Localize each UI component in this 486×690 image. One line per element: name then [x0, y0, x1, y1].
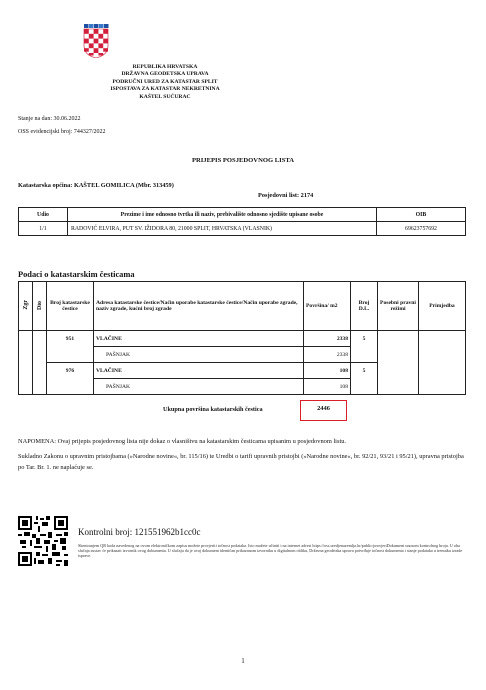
- cell-dl: 5: [351, 331, 378, 347]
- cell-primjedba: [419, 331, 466, 347]
- cell-primjedba: [419, 379, 466, 395]
- qr-code-icon: [18, 516, 68, 566]
- table-row: [19, 347, 466, 363]
- col-adresa: Adresa katastarske čestice/Način uporabe katastarske čestice/Način uporabe zgrade, naziv zgrade, kućni broj zgrade: [94, 282, 304, 331]
- napomena: NAPOMENA: Ovaj prijepis posjedovnog lista nije dokaz o vlasništvu na katastarskim česticama upisanim u posjedovnom listu.: [18, 438, 347, 445]
- cell-pravni: [378, 347, 419, 363]
- col-pravni-rezimi: Posebni pravni režimi: [378, 282, 419, 331]
- cell-uporaba-povrsina: 108: [304, 379, 351, 395]
- cell-dio: [33, 347, 47, 363]
- coat-of-arms-icon: [83, 24, 109, 58]
- cell-broj: [47, 347, 94, 363]
- cell-uporaba: PAŠNJAK: [94, 347, 304, 363]
- cell-dl: 5: [351, 363, 378, 379]
- cell-pravni: [378, 379, 419, 395]
- table-row: [19, 331, 466, 347]
- cell-dio: [33, 379, 47, 395]
- header-line: REPUBLIKA HRVATSKA: [132, 64, 198, 70]
- cell-oib: 69623757692: [377, 222, 466, 236]
- cell-primjedba: [419, 363, 466, 379]
- col-primjedba: Primjedba: [419, 282, 466, 331]
- cell-broj: 976: [47, 363, 94, 379]
- page-number: 1: [241, 657, 245, 665]
- col-povrsina: Površina/ m2: [304, 282, 351, 331]
- header-line: ISPOSTAVA ZA KATASTAR NEKRETNINA: [110, 86, 220, 93]
- oss-number: OSS evidencijski broj: 744327/2022: [18, 129, 106, 135]
- table-row: [19, 222, 466, 236]
- header-line: PODRUČNI URED ZA KATASTAR SPLIT: [112, 78, 218, 85]
- posjedovni-list: Posjedovni list: 2174: [258, 192, 314, 199]
- cell-broj: 951: [47, 331, 94, 347]
- cell-osoba: RADOVIĆ ELVIRA, PUT SV. IŽIDORA 80, 21000 SPLIT, HRVATSKA (VLASNIK): [68, 222, 377, 236]
- cell-naziv: VLAČINE: [94, 363, 304, 379]
- parcels-header-row: [19, 282, 466, 331]
- col-osoba: Prezime i ime odnosno tvrtka ili naziv, prebivalište odnosno sjedište upisane osobe: [68, 208, 377, 222]
- cell-pravni: [378, 331, 419, 347]
- cell-zgr: [19, 331, 33, 347]
- cell-dl: [351, 379, 378, 395]
- table-row: [19, 363, 466, 379]
- col-broj: Broj katastarske čestice: [47, 282, 94, 331]
- col-dio: [33, 282, 47, 331]
- cell-zgr: [19, 363, 33, 379]
- cell-dio: [33, 331, 47, 347]
- cell-zgr: [19, 379, 33, 395]
- cell-pravni: [378, 363, 419, 379]
- cell-primjedba: [419, 347, 466, 363]
- cell-uporaba-povrsina: 2338: [304, 347, 351, 363]
- cell-povrsina: 2338: [304, 331, 351, 347]
- parcels-table: [18, 281, 466, 395]
- issuer-header: [40, 64, 290, 101]
- document-title: PRIJEPIS POSJEDOVNOG LISTA: [191, 157, 295, 164]
- parcels-section-title: Podaci o katastarskim česticama: [18, 270, 135, 279]
- verification-note: Skeniranjem QR koda navedenog na ovom elektroničkom zapisu možete provjeriti točnost podataka. Isto možete učiniti i na internet adresi https://oss.uredjenazemlja.hr/public/provjeriDokument unosom kontrolnog broja. U oba slučaja sustav će prikazati izvornik ovog dokumenta. U slučaju da je ovaj dokument identičan prikazanom izvorniku u digitalnom obliku, Državna geodetska uprava potvrđuje točnost dokumenta i stanje podataka u trenutku izrade isprave.: [78, 543, 463, 559]
- cell-broj: [47, 379, 94, 395]
- header-line: KAŠTEL SUĆURAC: [139, 93, 191, 100]
- kontrolni-broj: Kontrolni broj: 121551962b1cc0c: [78, 527, 201, 537]
- cell-uporaba: PAŠNJAK: [94, 379, 304, 395]
- owners-header-row: [19, 208, 466, 222]
- cell-zgr: [19, 347, 33, 363]
- header-line: DRŽAVNA GEODETSKA UPRAVA: [121, 71, 209, 78]
- col-zgr: [19, 282, 33, 331]
- col-broj-dl: Broj D.L.: [351, 282, 378, 331]
- katastarska-opcina: Katastarska općina: KAŠTEL GOMILICA (Mbr. 313459): [18, 182, 174, 189]
- table-row: [19, 379, 466, 395]
- total-value: 2446: [300, 400, 347, 421]
- col-oib: OIB: [377, 208, 466, 222]
- col-dio-label: Dio: [36, 300, 43, 310]
- col-udio: Udio: [19, 208, 68, 222]
- cell-naziv: VLAČINE: [94, 331, 304, 347]
- stanje-date: Stanje na dan: 30.06.2022: [18, 116, 81, 122]
- total-label: Ukupna površina katastarskih čestica: [163, 406, 263, 413]
- cell-povrsina: 108: [304, 363, 351, 379]
- col-zgr-label: Zgr: [22, 300, 29, 310]
- cell-dl: [351, 347, 378, 363]
- sukladno: Sukladno Zakonu o upravnim pristojbama (»Narodne novine«, br. 115/16) te Uredbi o tarifi upravnih pristojbi (»Narodne novine«, br. 92/21, 93/21 i 95/21), upravna pristojba po Tar. Br. 1. ne naplaćuje se.: [18, 453, 464, 471]
- cell-dio: [33, 363, 47, 379]
- owners-table: [18, 207, 466, 236]
- cell-udio: 1/1: [19, 222, 68, 236]
